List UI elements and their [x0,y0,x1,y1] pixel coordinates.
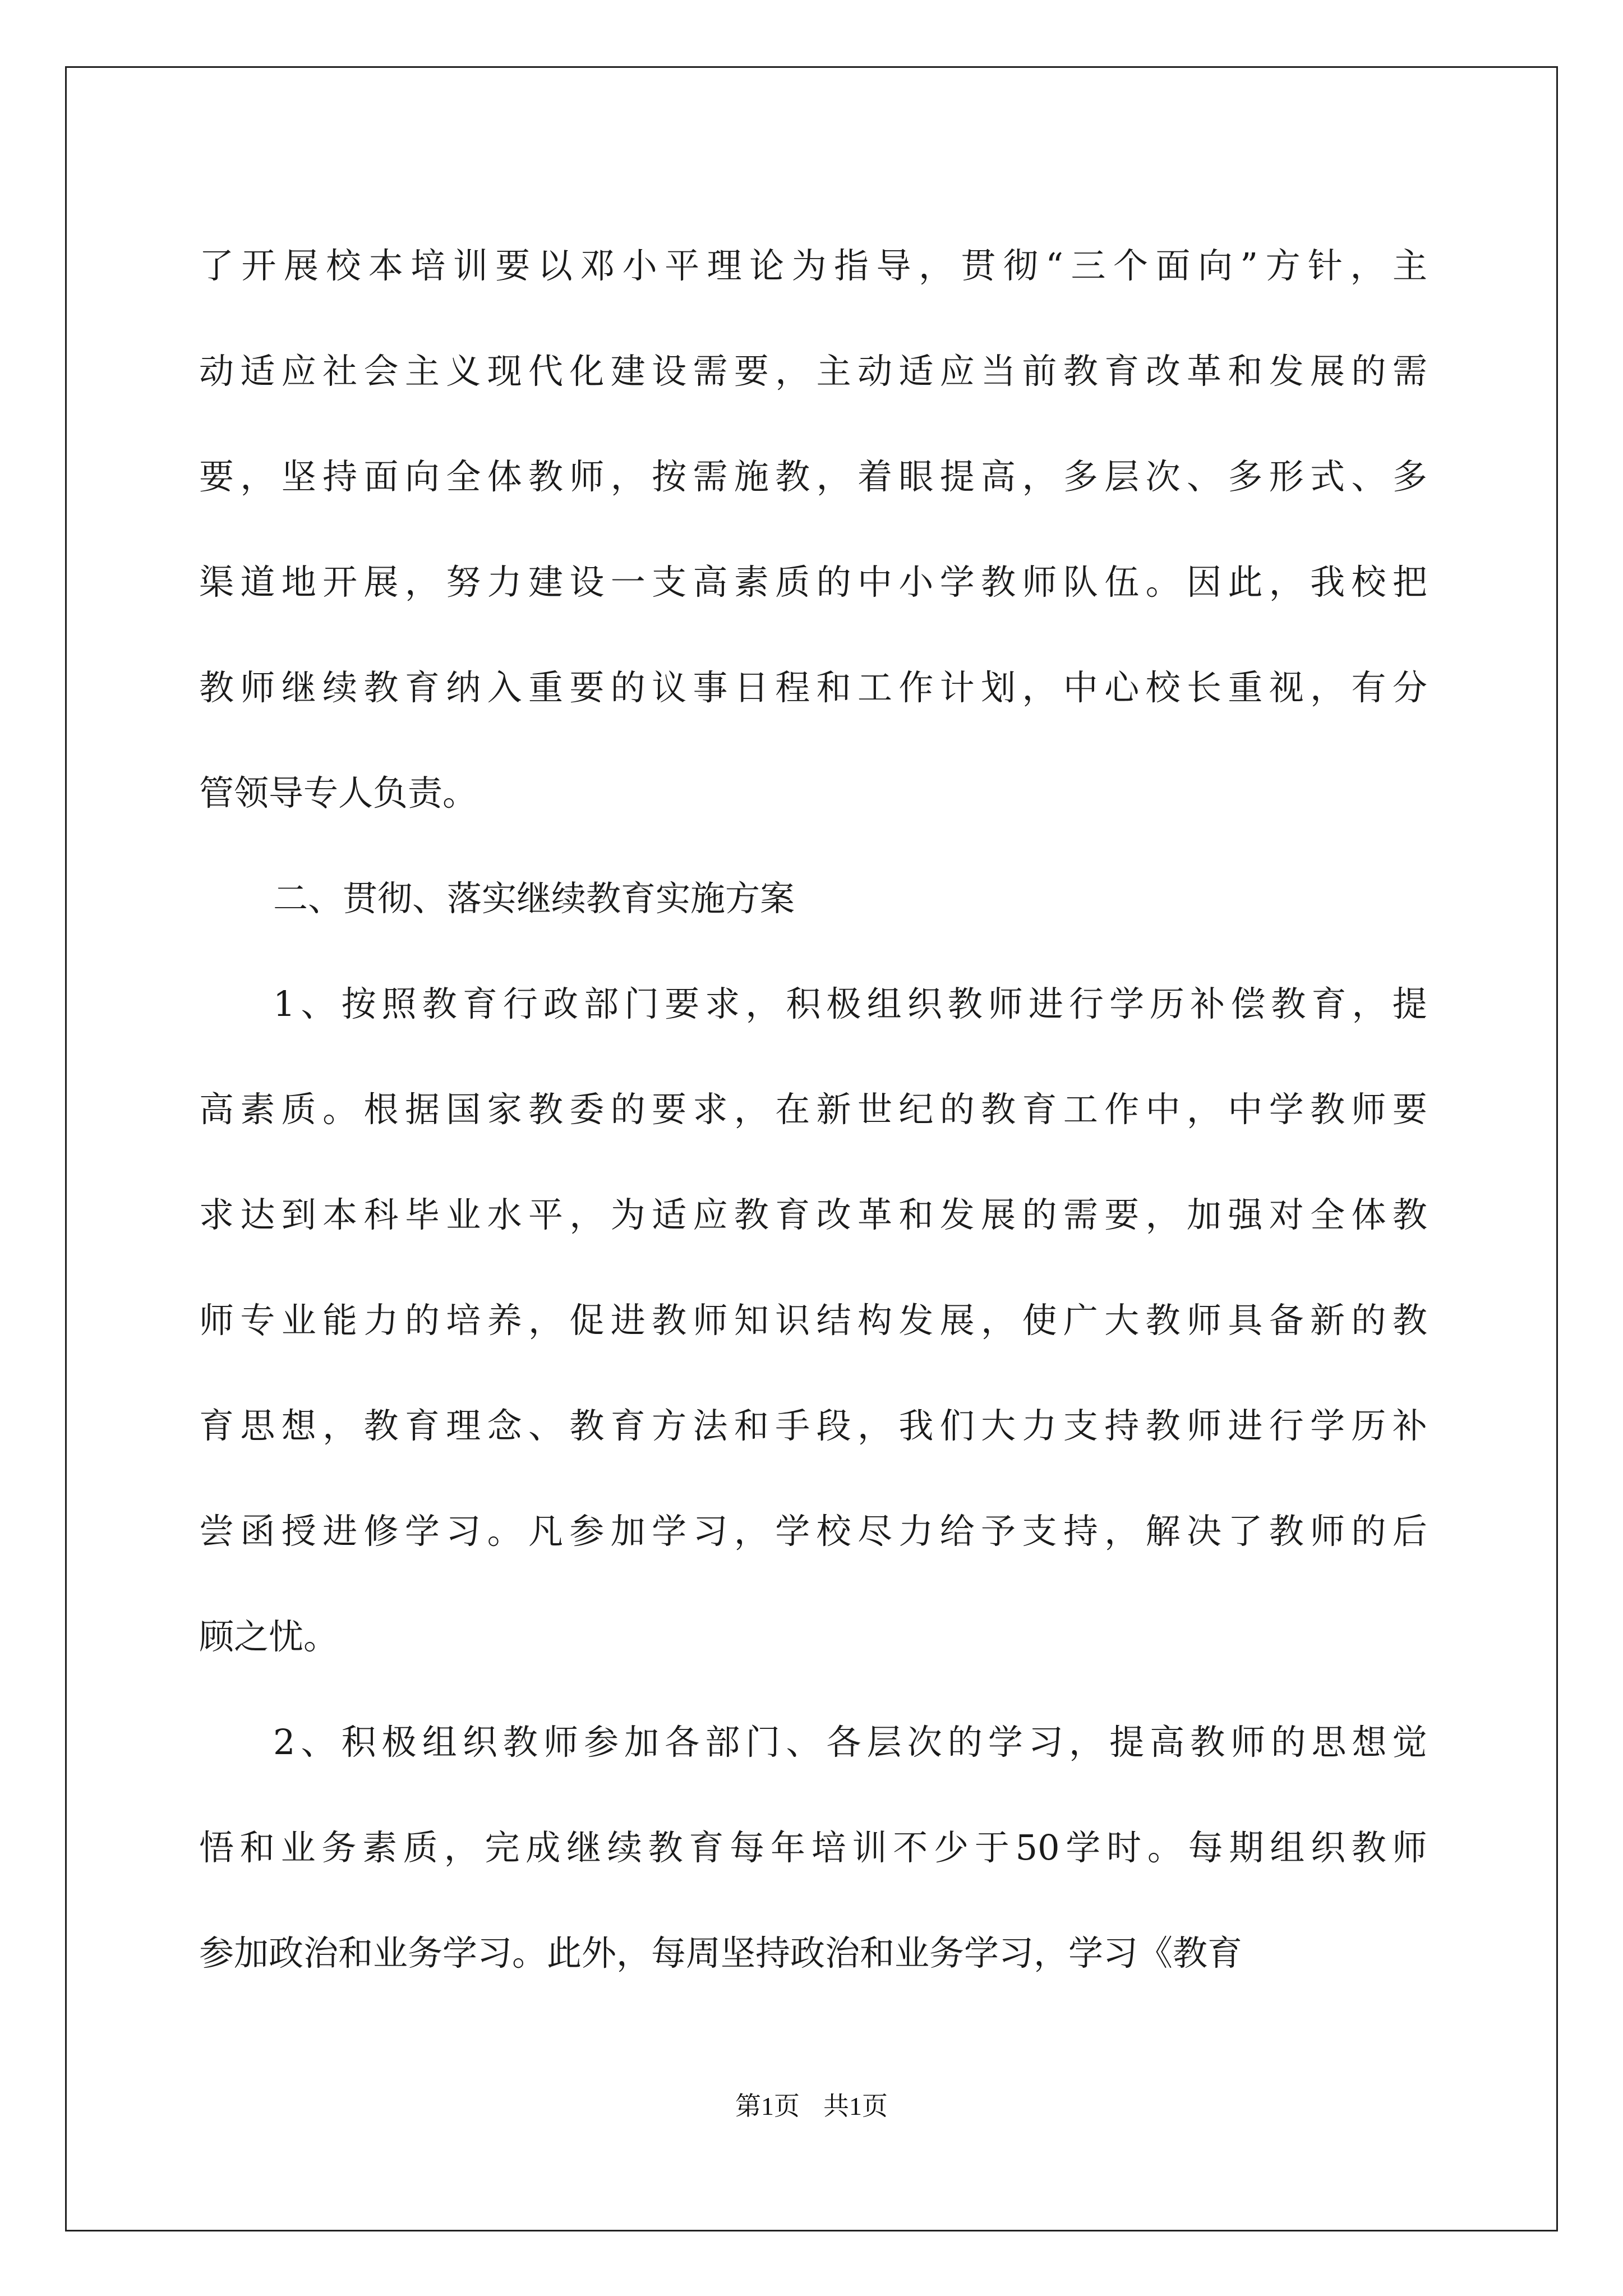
text-line: 悟 和 业 务 素 质 ， 完 成 继 续 教 育 每 年 培 训 不 少 于 50 学 时 。 每 期 组 织 教 师 [199,1827,1427,1868]
paragraph [199,1690,1427,2006]
page-number: 第1页 [735,2092,800,2120]
paragraph [199,846,1427,951]
text-line: 育 思 想 ， 教 育 理 念 、 教 育 方 法 和 手 段 ， 我 们 大 力 支 持 教 师 进 行 学 历 补 [199,1405,1427,1446]
text-line: 二、贯彻、落实继续教育实施方案 [273,878,795,919]
text-line: 要 ， 坚 持 面 向 全 体 教 师 ， 按 需 施 教 ， 着 眼 提 高 ， 多 层 次 、 多 形 式 、 多 [199,456,1427,497]
document-body [199,213,1427,2006]
text-line: 2 、 积 极 组 织 教 师 参 加 各 部 门 、 各 层 次 的 学 习 ， 提 高 教 师 的 思 想 觉 [273,1722,1427,1763]
text-line: 了 开 展 校 本 培 训 要 以 邓 小 平 理 论 为 指 导 ， 贯 彻 “ 三 个 面 向 ” 方 针 ， 主 [199,245,1427,286]
paragraph [199,213,1427,846]
text-line: 顾之忧。 [199,1616,339,1657]
text-line: 参加政治和业务学习。此外，每周坚持政治和业务学习，学习《教育 [199,1932,1243,1973]
text-line: 动 适 应 社 会 主 义 现 代 化 建 设 需 要 ， 主 动 适 应 当 前 教 育 改 革 和 发 展 的 需 [199,351,1427,392]
text-line: 渠 道 地 开 展 ， 努 力 建 设 一 支 高 素 质 的 中 小 学 教 师 队 伍 。 因 此 ， 我 校 把 [199,562,1427,602]
text-line: 教 师 继 续 教 育 纳 入 重 要 的 议 事 日 程 和 工 作 计 划 ， 中 心 校 长 重 视 ， 有 分 [199,667,1427,708]
text-line: 管领导专人负责。 [199,772,478,813]
text-line: 1 、 按 照 教 育 行 政 部 门 要 求 ， 积 极 组 织 教 师 进 行 学 历 补 偿 教 育 ， 提 [273,983,1427,1024]
text-line: 尝 函 授 进 修 学 习 。 凡 参 加 学 习 ， 学 校 尽 力 给 予 支 持 ， 解 决 了 教 师 的 后 [199,1511,1427,1552]
text-line: 高 素 质 。 根 据 国 家 教 委 的 要 求 ， 在 新 世 纪 的 教 育 工 作 中 ， 中 学 教 师 要 [199,1089,1427,1130]
text-line: 求 达 到 本 科 毕 业 水 平 ， 为 适 应 教 育 改 革 和 发 展 的 需 要 ， 加 强 对 全 体 教 [199,1194,1427,1235]
page-total: 共1页 [823,2092,888,2120]
text-line: 师 专 业 能 力 的 培 养 ， 促 进 教 师 知 识 结 构 发 展 ， 使 广 大 教 师 具 备 新 的 教 [199,1300,1427,1341]
page-footer [0,2086,1623,2123]
paragraph [199,951,1427,1690]
